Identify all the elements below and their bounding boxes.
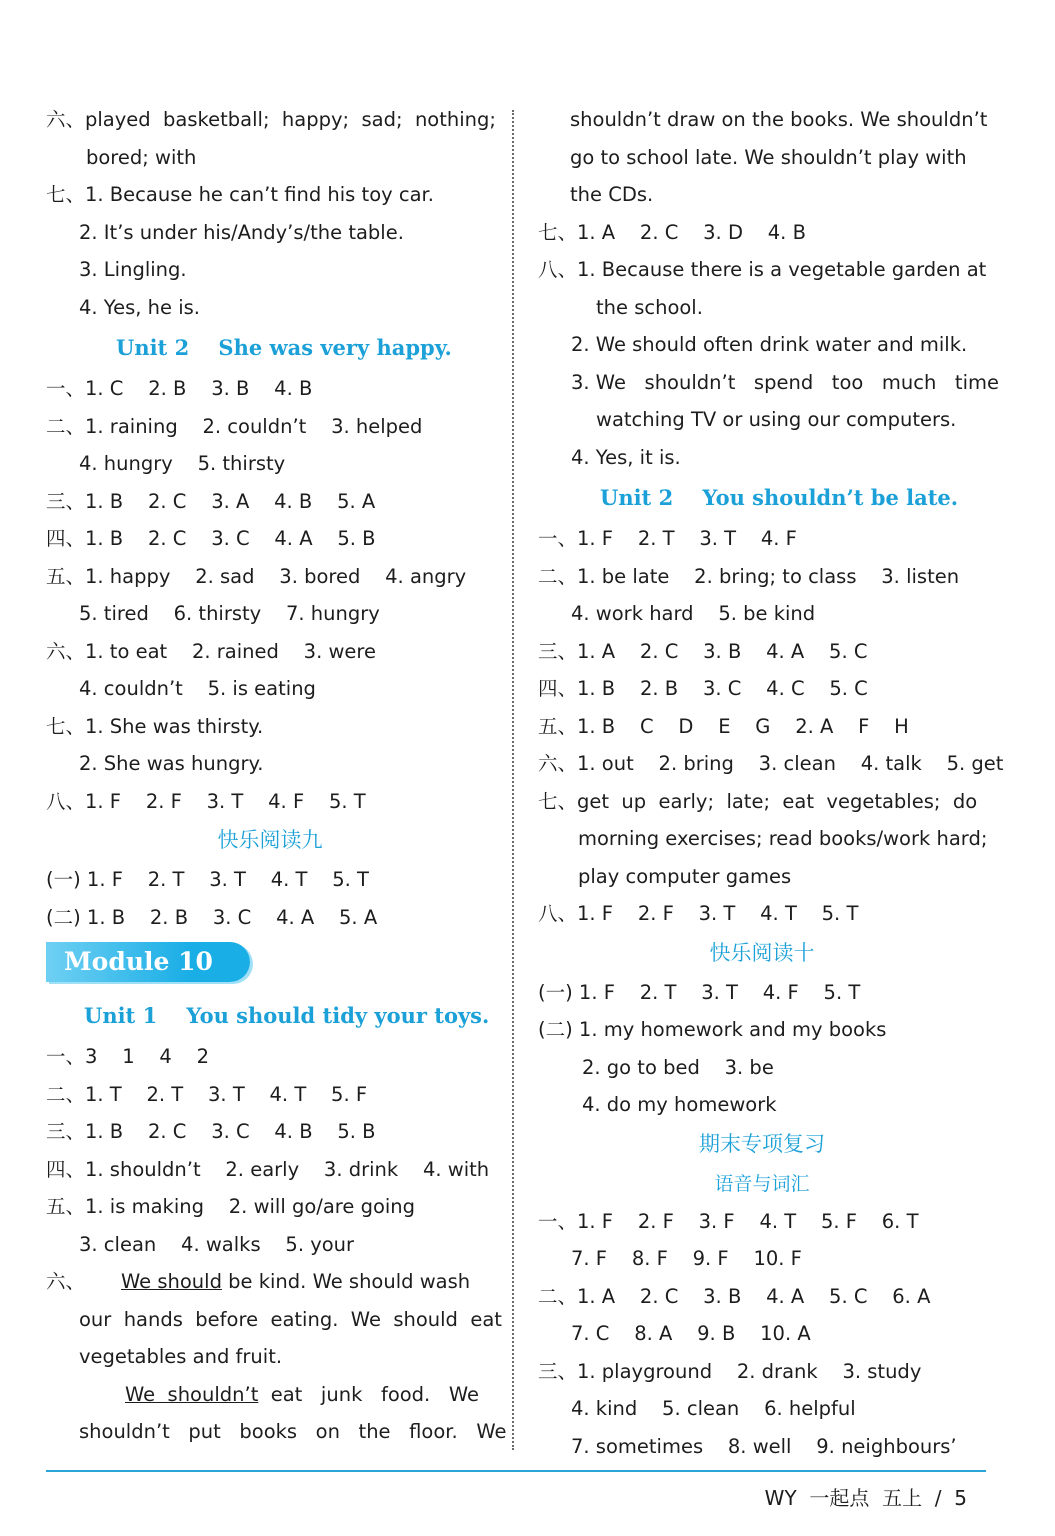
answer-line: watching TV or using our computers.	[596, 408, 957, 431]
module-badge: Module 10	[46, 942, 250, 982]
answer-line: (二) 1. my homework and my books	[538, 1018, 887, 1041]
answer-line: 五、1. happy 2. sad 3. bored 4. angry	[46, 564, 467, 588]
answer-line: 7. sometimes 8. well 9. neighbours’	[571, 1434, 957, 1458]
answer-line: (一) 1. F 2. T 3. T 4. F 5. T	[538, 980, 861, 1004]
answer-line: shouldn’t put books on the floor. We	[79, 1420, 507, 1443]
answer-line: 三、1. playground 2. drank 3. study	[538, 1359, 922, 1383]
answer-line: 2. We should often drink water and milk.	[571, 333, 968, 356]
answer-line	[46, 1376, 494, 1414]
answer-line: 4. Yes, it is.	[571, 445, 681, 469]
answer-line: 7. F 8. F 9. F 10. F	[571, 1247, 802, 1270]
answer-line: 2. It’s under his/Andy’s/the table.	[79, 220, 404, 244]
answer-line: (二) 1. B 2. B 3. C 4. A 5. A	[46, 905, 378, 929]
answer-line: 3. Lingling.	[79, 258, 187, 281]
left-column	[46, 101, 507, 1451]
answer-line: play computer games	[578, 864, 792, 888]
answer-line: 二、1. be late 2. bring; to class 3. listen	[538, 564, 960, 588]
review-section-title: 期末专项复习	[699, 1131, 825, 1156]
answer-line: 八、1. F 2. F 3. T 4. T 5. T	[538, 902, 859, 925]
answer-line: 7. C 8. A 9. B 10. A	[571, 1322, 811, 1345]
answer-line: 三、1. B 2. C 3. A 4. B 5. A	[46, 489, 376, 513]
answer-line: (一) 1. F 2. T 3. T 4. T 5. T	[46, 868, 369, 891]
answer-line: 4. kind 5. clean 6. helpful	[571, 1397, 856, 1420]
unit-title: Unit 1 You should tidy your toys.	[84, 1003, 490, 1028]
answer-line: our hands before eating. We should eat	[79, 1307, 502, 1331]
answer-line: the school.	[596, 295, 703, 319]
answer-line: morning exercises; read books/work hard;	[578, 827, 988, 850]
question-label: 六、	[46, 1270, 86, 1293]
answer-line: 六、played basketball; happy; sad; nothing;	[46, 108, 496, 131]
answer-line: 七、1. Because he can’t find his toy car.	[46, 183, 434, 206]
answer-line: 一、1. F 2. T 3. T 4. F	[538, 527, 797, 550]
answer-line: 5. tired 6. thirsty 7. hungry	[79, 602, 380, 625]
answer-line	[46, 1263, 494, 1301]
answer-line: 3. We shouldn’t spend too much time	[571, 370, 999, 394]
answer-line: 二、1. T 2. T 3. T 4. T 5. F	[46, 1082, 368, 1106]
answer-line: 七、1. She was thirsty.	[46, 714, 264, 738]
reading-section-title: 快乐阅读十	[709, 940, 815, 965]
answer-line: 一、3 1 4 2	[46, 1045, 210, 1068]
answer-text: eat junk food. We	[258, 1382, 479, 1406]
answer-line: go to school late. We shouldn’t play with	[570, 145, 967, 169]
answer-line: 五、1. is making 2. will go/are going	[46, 1195, 416, 1218]
answer-line: 一、1. F 2. F 3. F 4. T 5. F 6. T	[538, 1209, 919, 1233]
underlined-phrase: We shouldn’t	[125, 1382, 259, 1406]
answer-line: 4. work hard 5. be kind	[571, 602, 816, 625]
answer-line: vegetables and fruit.	[79, 1345, 283, 1368]
answer-line: 六、1. out 2. bring 3. clean 4. talk 5. get	[538, 752, 1004, 775]
answer-line: 八、1. Because there is a vegetable garden at	[538, 258, 987, 281]
answer-line: 四、1. B 2. B 3. C 4. C 5. C	[538, 677, 868, 700]
unit-title: Unit 2 You shouldn’t be late.	[600, 485, 959, 510]
answer-line: 二、1. raining 2. couldn’t 3. helped	[46, 414, 423, 438]
answer-line: 4. Yes, he is.	[79, 295, 201, 319]
answer-line: the CDs.	[570, 183, 654, 206]
answer-line: 四、1. shouldn’t 2. early 3. drink 4. with	[46, 1157, 490, 1181]
underlined-phrase: We should	[121, 1270, 222, 1293]
answer-line: 一、1. C 2. B 3. B 4. B	[46, 377, 313, 400]
footer-rule	[46, 1470, 986, 1472]
answer-line: 二、1. A 2. C 3. B 4. A 5. C 6. A	[538, 1284, 931, 1308]
answer-line: shouldn’t draw on the books. We shouldn’t	[570, 108, 988, 131]
answer-text: be kind. We should wash	[221, 1270, 471, 1293]
answer-line: 六、1. to eat 2. rained 3. were	[46, 639, 377, 663]
answer-line: 4. hungry 5. thirsty	[79, 452, 286, 475]
answer-line: 四、1. B 2. C 3. C 4. A 5. B	[46, 527, 376, 550]
right-column	[538, 101, 1004, 1465]
reading-section-title: 快乐阅读九	[217, 828, 323, 852]
answer-line: 2. She was hungry.	[79, 752, 264, 775]
answer-line: 三、1. B 2. C 3. C 4. B 5. B	[46, 1120, 376, 1143]
answer-line: 七、get up early; late; eat vegetables; do	[538, 789, 978, 813]
answer-line: 4. do my homework	[582, 1093, 777, 1116]
answer-line: 4. couldn’t 5. is eating	[79, 677, 316, 700]
answer-line: 七、1. A 2. C 3. D 4. B	[538, 220, 806, 244]
vocab-subsection-title: 语音与词汇	[714, 1172, 810, 1195]
answer-line: 八、1. F 2. F 3. T 4. F 5. T	[46, 789, 366, 813]
answer-line: 3. clean 4. walks 5. your	[79, 1232, 355, 1256]
answer-line: 2. go to bed 3. be	[582, 1055, 774, 1079]
answer-line: bored; with	[86, 145, 197, 169]
answer-line: 三、1. A 2. C 3. B 4. A 5. C	[538, 639, 868, 663]
unit-title: Unit 2 She was very happy.	[116, 335, 452, 360]
module-header	[46, 936, 494, 994]
answer-line: 五、1. B C D E G 2. A F H	[538, 714, 909, 738]
page-footer: WY 一起点 五上 / 5	[764, 1486, 967, 1510]
column-divider	[512, 110, 514, 1450]
